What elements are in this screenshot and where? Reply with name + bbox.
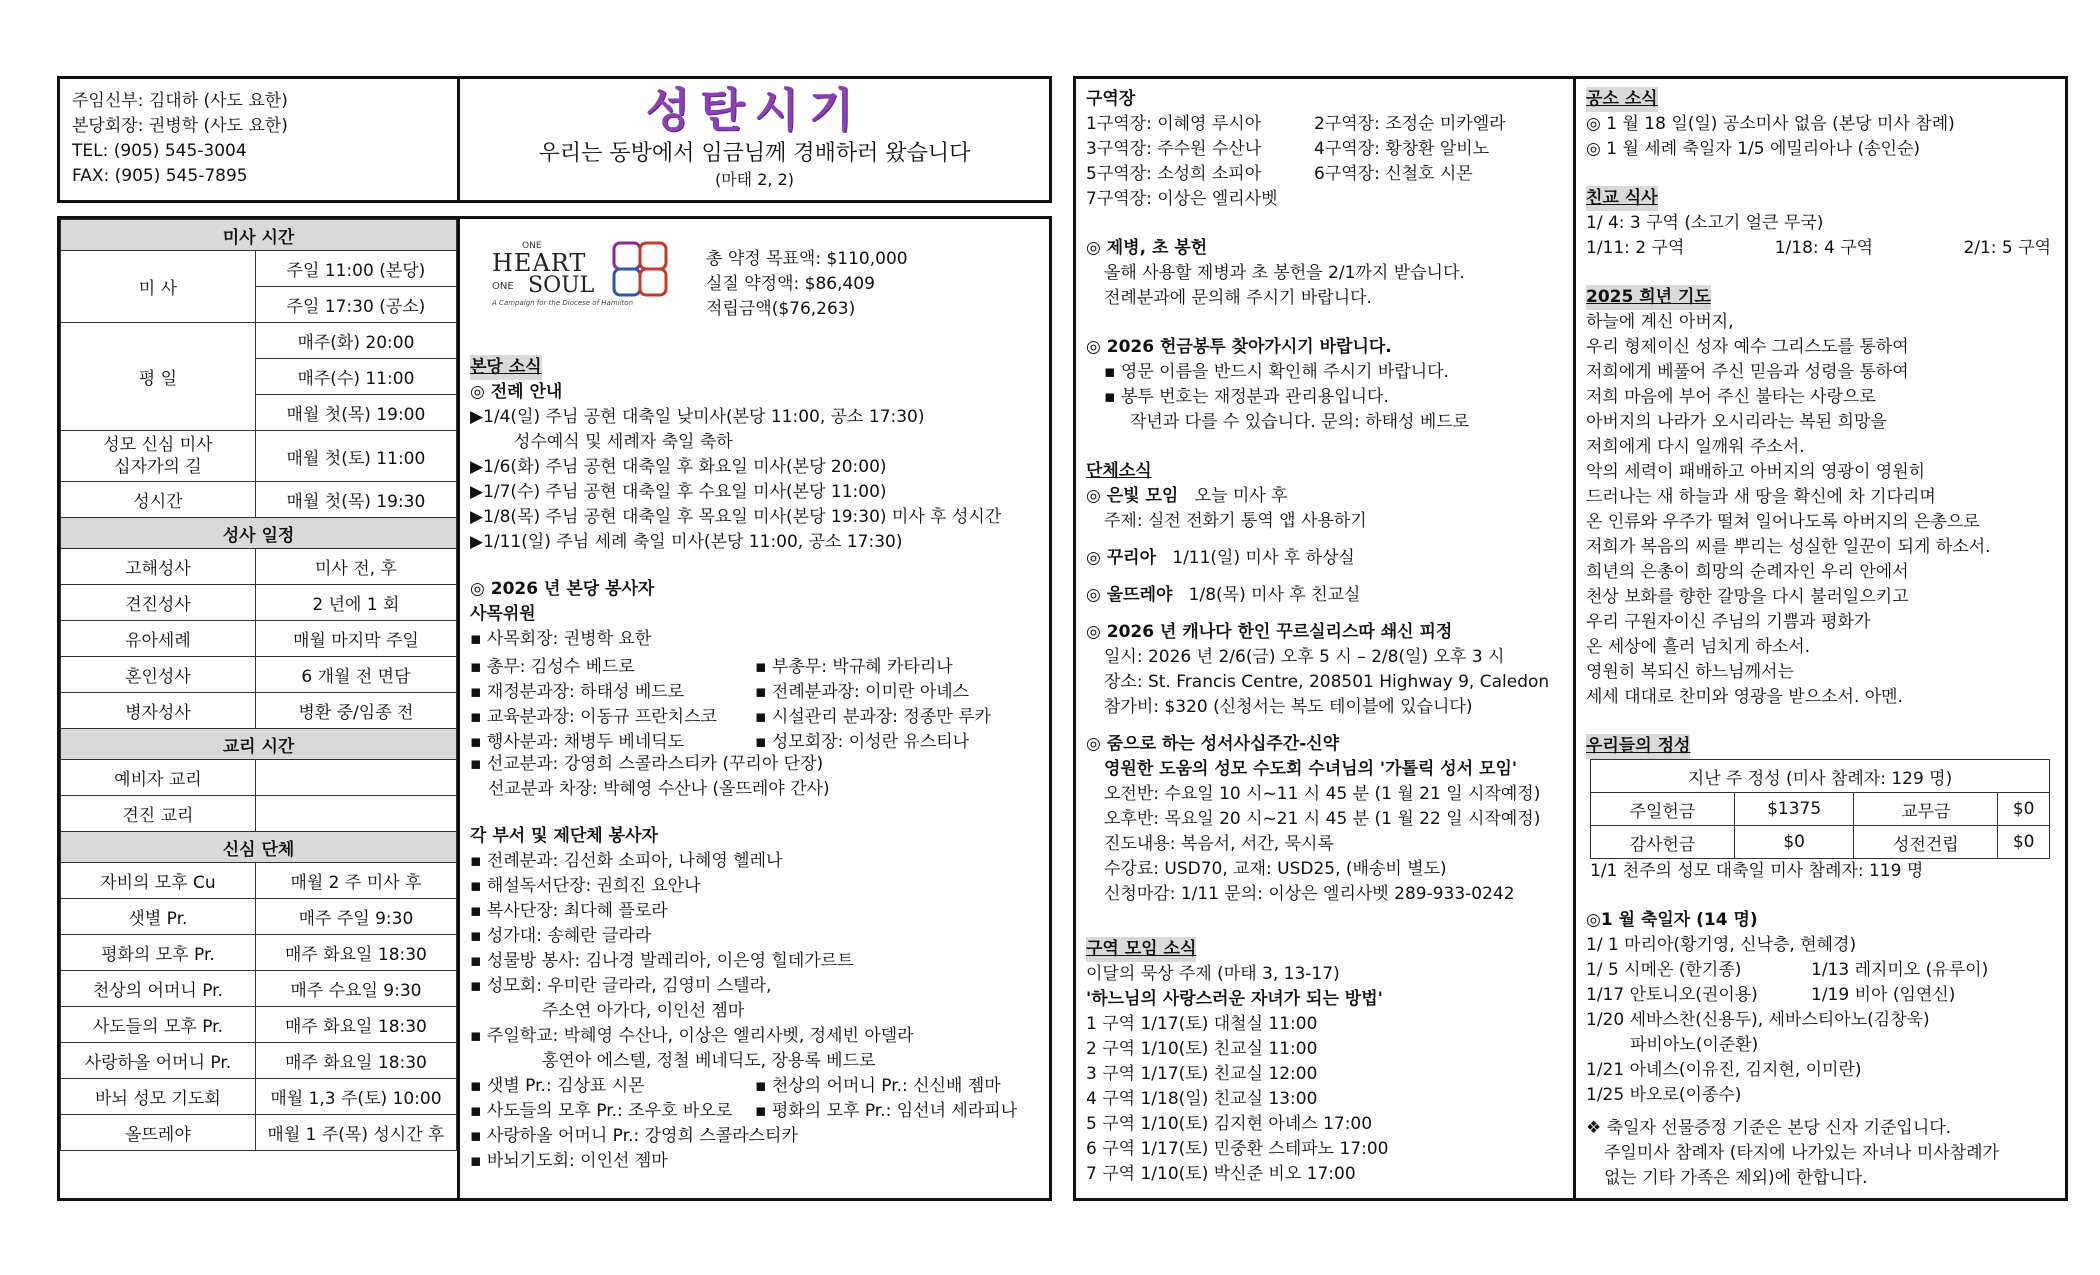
bible-line: 신청마감: 1/11 문의: 이상은 엘리사벳 289-933-0242 <box>1104 884 1515 904</box>
meal-line: 1/ 4: 3 구역 (소고기 얼큰 무국) <box>1586 213 1824 233</box>
group-label: 올뜨레야 <box>61 1115 256 1151</box>
council-heading: 사목위원 <box>470 604 536 624</box>
meal-item: 1/18: 4 구역 <box>1774 238 1874 258</box>
curia-heading: ◎ 꾸리아 <box>1086 548 1157 568</box>
bible-subheading: 영원한 도움의 성모 수도회 수녀님의 '가톨릭 성서 모임' <box>1104 759 1518 779</box>
feast-line: 1/13 레지미오 (유루이) <box>1811 960 1989 980</box>
department-line: ▪ 천상의 어머니 Pr.: 신신배 젬마 <box>755 1076 1001 1096</box>
liturgy-item: ▶1/4(일) 주님 공현 대축일 낮미사(본당 11:00, 공소 17:30) <box>470 407 925 427</box>
campaign-figures <box>706 247 908 322</box>
mission-line: ◎ 1 월 세례 축일자 1/5 에밀리아나 (송인순) <box>1586 139 1921 159</box>
campaign-logo <box>492 239 682 309</box>
council-member: ▪ 선교분과: 강영희 스콜라스티카 (꾸리아 단장) <box>470 754 824 774</box>
marian-mass-time: 매월 첫(토) 11:00 <box>255 431 456 482</box>
volunteers-section <box>470 577 1039 802</box>
prayer-line: 저희에게 베풀어 주신 믿음과 성령을 통하여 <box>1586 362 1909 382</box>
cursillo-line: 일시: 2026 년 2/6(금) 오후 5 시 – 2/8(일) 오후 3 시 <box>1104 647 1505 667</box>
meeting-item: 2 구역 1/10(토) 친교실 11:00 <box>1086 1039 1318 1059</box>
department-row <box>470 1099 1039 1124</box>
candle-line: 전례분과에 문의해 주시기 바랍니다. <box>1104 288 1372 308</box>
sacrament-value: 매월 마지막 주일 <box>255 621 456 657</box>
offering-heading: 우리들의 정성 <box>1586 734 1690 759</box>
prayer-line: 천상 보화를 향한 갈망을 다시 불러일으키고 <box>1586 587 1909 607</box>
silver-topic: 주제: 실전 전화기 통역 앱 사용하기 <box>1104 511 1367 531</box>
council-member: 선교분과 차장: 박혜영 수산나 (올뜨레야 간사) <box>488 779 830 799</box>
meeting-item: 6 구역 1/17(토) 민중환 스테파노 17:00 <box>1086 1139 1389 1159</box>
groups-header: 신심 단체 <box>61 832 457 863</box>
mission-heading: 공소 소식 <box>1586 87 1658 112</box>
meeting-item: 5 구역 1/10(토) 김지현 아녜스 17:00 <box>1086 1114 1373 1134</box>
weekday-mass-time-3: 매월 첫(목) 19:00 <box>255 395 456 431</box>
curia-when: 1/11(일) 미사 후 하상실 <box>1172 548 1355 568</box>
district-leader: 5구역장: 소성희 소피아 <box>1086 164 1262 184</box>
department-line: ▪ 평화의 모후 Pr.: 임선녀 세라피나 <box>755 1101 1018 1121</box>
meeting-item: 3 구역 1/17(토) 친교실 12:00 <box>1086 1064 1318 1084</box>
prayer-line: 희년의 은총이 희망의 순례자인 우리 안에서 <box>1586 562 1909 582</box>
logo-one: ONE <box>492 281 514 292</box>
department-line: 홍연아 에스텔, 정철 베네딕도, 장용록 베드로 <box>542 1051 876 1071</box>
prayer-line: 우리 구원자이신 주님의 기쁨과 평화가 <box>1586 612 1871 632</box>
liturgy-heading: ◎ 전례 안내 <box>470 382 563 402</box>
offering-title: 지난 주 정성 (미사 참례자: 129 명) <box>1591 760 2050 793</box>
candle-line: 올해 사용할 제병과 초 봉헌을 2/1까지 받습니다. <box>1104 263 1465 283</box>
season-title: 성탄시기 <box>645 83 864 137</box>
catechism-label: 예비자 교리 <box>61 760 256 796</box>
group-value: 매주 화요일 18:30 <box>255 1043 456 1079</box>
council-member: ▪ 재정분과장: 하태성 베드로 <box>470 682 685 702</box>
group-value: 매주 수요일 9:30 <box>255 971 456 1007</box>
prayer-line: 온 세상에 흘러 넘치게 하소서. <box>1586 637 1811 657</box>
district-row <box>1086 137 1563 162</box>
parish-news-section <box>470 355 1039 555</box>
offering-cell: 감사헌금 <box>1591 826 1735 859</box>
logo-soul: SOUL <box>528 273 595 298</box>
prayer-line: 아버지의 나라가 오시리라는 복된 희망을 <box>1586 412 1887 432</box>
department-row <box>470 1074 1039 1099</box>
meal-item: 2/1: 5 구역 <box>1963 238 2051 258</box>
liturgy-item: ▶1/8(목) 주님 공현 대축일 후 목요일 미사(본당 19:30) 미사 후 성시간 <box>470 507 1002 527</box>
offering-cell: $0 <box>1734 826 1854 859</box>
sacrament-label: 고해성사 <box>61 549 256 585</box>
group-value: 매월 1,3 주(토) 10:00 <box>255 1079 456 1115</box>
meeting-theme: 이달의 묵상 주제 (마태 3, 13-17) <box>1086 964 1340 984</box>
sacrament-value: 6 개월 전 면담 <box>255 657 456 693</box>
curia-meeting <box>1086 546 1563 571</box>
prayer-line: 온 인류와 우주가 떨쳐 일어나도록 아버지의 은총으로 <box>1586 512 1980 532</box>
prayer-line: 영원히 복되신 하느님께서는 <box>1586 662 1794 682</box>
meal-item: 1/11: 2 구역 <box>1586 238 1685 258</box>
prayer-line: 악의 세력이 패배하고 아버지의 영광이 영원히 <box>1586 462 1926 482</box>
ultreya-heading: ◎ 울뜨레야 <box>1086 585 1173 605</box>
department-line: ▪ 사랑하올 어머니 Pr.: 강영희 스콜라스티카 <box>470 1126 798 1146</box>
schedule-table <box>60 219 457 1151</box>
group-label: 샛별 Pr. <box>61 899 256 935</box>
council-row <box>470 652 1039 677</box>
sacrament-label: 병자성사 <box>61 693 256 729</box>
silver-meeting <box>1086 484 1563 509</box>
prayer-line: 세세 대대로 찬미와 영광을 받으소서. 아멘. <box>1586 687 1904 707</box>
group-value: 매월 1 주(목) 성시간 후 <box>255 1115 456 1151</box>
logo-heart: HEART <box>492 249 587 277</box>
prayer-line: 하늘에 계신 아버지, <box>1586 312 1734 332</box>
marian-mass-label-2: 십자가의 길 <box>114 457 202 477</box>
department-line: ▪ 복사단장: 최다혜 플로라 <box>470 901 668 921</box>
bible-line: 오후반: 목요일 20 시~21 시 45 분 (1 월 22 일 시작예정) <box>1104 809 1541 829</box>
department-line: ▪ 바뇌기도회: 이인선 젬마 <box>470 1151 668 1171</box>
envelope-line: 작년과 다를 수 있습니다. 문의: 하태성 베드로 <box>1130 412 1470 432</box>
catechism-label: 견진 교리 <box>61 796 256 832</box>
offering-section <box>1586 734 2055 884</box>
holy-hour-time: 매월 첫(목) 19:30 <box>255 482 456 518</box>
mass-times-header: 미사 시간 <box>61 220 457 251</box>
feast-line: 1/25 바오로(이종수) <box>1586 1085 1742 1105</box>
departments-heading: 각 부서 및 제단체 봉사자 <box>470 826 658 846</box>
bible-line: 오전반: 수요일 10 시~11 시 45 분 (1 월 21 일 시작예정) <box>1104 784 1541 804</box>
district-leader: 1구역장: 이혜영 루시아 <box>1086 114 1262 134</box>
meeting-item: 1 구역 1/17(토) 대철실 11:00 <box>1086 1014 1318 1034</box>
sunday-mass-time-1: 주일 11:00 (본당) <box>255 251 456 287</box>
group-value: 매주 주일 9:30 <box>255 899 456 935</box>
mission-line: ◎ 1 월 18 일(일) 공소미사 없음 (본당 미사 참례) <box>1586 114 1955 134</box>
liturgy-item: 성수예식 및 세례자 축일 축하 <box>514 432 733 452</box>
feast-line: 1/21 아녜스(이유진, 김지현, 이미란) <box>1586 1060 1862 1080</box>
feast-line: 1/ 5 시메온 (한기종) <box>1586 960 1742 980</box>
sunday-mass-time-2: 주일 17:30 (공소) <box>255 287 456 323</box>
bible-line: 진도내용: 복음서, 서간, 묵시록 <box>1104 834 1334 854</box>
group-label: 평화의 모후 Pr. <box>61 935 256 971</box>
bible-heading: ◎ 줌으로 하는 성서사십주간-신약 <box>1086 734 1340 754</box>
meal-row <box>1586 236 2055 261</box>
group-news-heading: 단체소식 <box>1086 461 1152 481</box>
meeting-item: 4 구역 1/18(일) 친교실 13:00 <box>1086 1089 1318 1109</box>
contact-block <box>60 79 460 200</box>
envelope-line: ▪ 영문 이름을 반드시 확인해 주시기 바랍니다. <box>1104 362 1449 382</box>
department-line: ▪ 전례분과: 김선화 소피아, 나혜영 헬레나 <box>470 851 783 871</box>
district-leader: 3구역장: 주수원 수산나 <box>1086 139 1262 159</box>
council-member: ▪ 행사분과: 채병두 베네딕도 <box>470 732 685 752</box>
department-line: ▪ 성가대: 송혜란 글라라 <box>470 926 652 946</box>
sacrament-value: 2 년에 1 회 <box>255 585 456 621</box>
weekday-mass-time-1: 매주(화) 20:00 <box>255 323 456 359</box>
feast-line: 1/19 비아 (임연신) <box>1811 985 1956 1005</box>
prayer-line: 저희가 복음의 씨를 뿌리는 성실한 일꾼이 되게 하소서. <box>1586 537 1991 557</box>
sunday-mass-label: 미 사 <box>61 251 256 323</box>
liturgy-item: ▶1/11(일) 주님 세례 축일 미사(본당 11:00, 공소 17:30) <box>470 532 903 552</box>
prayer-section <box>1586 285 2055 710</box>
group-label: 바뇌 성모 기도회 <box>61 1079 256 1115</box>
offering-cell: $0 <box>1998 793 2050 826</box>
department-line: 주소연 아가다, 이인선 젬마 <box>542 1001 745 1021</box>
feast-line: 1/ 1 마리아(황기영, 신낙층, 현혜경) <box>1586 935 1857 955</box>
logo-subtitle: A Campaign for the Diocese of Hamilton <box>492 299 634 307</box>
catechism-header: 교리 시간 <box>61 729 457 760</box>
council-member: ▪ 총무: 김성수 베드로 <box>470 657 635 677</box>
telephone: TEL: (905) 545-3004 <box>72 141 247 161</box>
council-member: ▪ 부총무: 박규혜 카타리나 <box>755 657 953 677</box>
district-leader: 4구역장: 황창환 알비노 <box>1314 139 1490 159</box>
sacrament-value: 미사 전, 후 <box>255 549 456 585</box>
group-label: 사도들의 모후 Pr. <box>61 1007 256 1043</box>
feast-line: 1/20 세바스찬(신용두), 세바스티아노(김창욱) <box>1586 1010 1930 1030</box>
weekday-mass-time-2: 매주(수) 11:00 <box>255 359 456 395</box>
department-line: ▪ 주일학교: 박혜영 수산나, 이상은 엘리사벳, 정세빈 아델라 <box>470 1026 914 1046</box>
parish-chair: 본당회장: 권병학 (사도 요한) <box>72 116 288 136</box>
cursillo-heading: ◎ 2026 년 캐나다 한인 꾸르실리스따 쇄신 피정 <box>1086 622 1453 642</box>
meeting-title: '하느님의 사랑스러운 자녀가 되는 방법' <box>1086 989 1383 1009</box>
header-box <box>57 76 1052 203</box>
district-row <box>1086 112 1563 137</box>
council-member: ▪ 전례분과장: 이미란 아녜스 <box>755 682 970 702</box>
district-leader: 6구역장: 신철호 시몬 <box>1314 164 1473 184</box>
department-line: ▪ 성물방 봉사: 김나경 발레리아, 이은영 힐데가르트 <box>470 951 854 971</box>
feast-line: 1/17 안토니오(권이용) <box>1586 985 1758 1005</box>
marian-mass-label <box>61 431 256 482</box>
bible-line: 수강료: USD70, 교재: USD25, (배송비 별도) <box>1104 859 1447 879</box>
catechism-value <box>255 796 456 832</box>
sacrament-label: 견진성사 <box>61 585 256 621</box>
sacrament-value: 병환 중/임종 전 <box>255 693 456 729</box>
district-meeting-section <box>1086 937 1563 1187</box>
department-line: ▪ 사도들의 모후 Pr.: 조우호 바오로 <box>470 1101 733 1121</box>
meal-section <box>1586 186 2055 261</box>
feast-line: 파비아노(이준환) <box>1630 1035 1759 1055</box>
group-label: 사랑하올 어머니 Pr. <box>61 1043 256 1079</box>
silver-when: 오늘 미사 후 <box>1194 486 1288 506</box>
council-member: ▪ 교육분과장: 이동규 프란치스코 <box>470 707 717 727</box>
fax: FAX: (905) 545-7895 <box>72 166 248 186</box>
feast-section <box>1586 908 2055 1191</box>
prayer-line: 드러나는 새 하늘과 새 땅을 확신에 차 기다리며 <box>1586 487 1936 507</box>
district-row <box>1086 162 1563 187</box>
offering-note: 1/1 천주의 성모 대축일 미사 참례자: 119 명 <box>1590 861 1924 881</box>
liturgy-item: ▶1/7(수) 주님 공현 대축일 후 수요일 미사(본당 11:00) <box>470 482 887 502</box>
cursillo-line: 장소: St. Francis Centre, 208501 Highway 9, Caledon <box>1104 672 1550 692</box>
season-block <box>460 79 1049 200</box>
feast-note: ❖ 축일자 선물증정 기준은 본당 신자 기준입니다. <box>1586 1118 1952 1138</box>
prayer-line: 저희 마음에 부어 주신 불타는 사랑으로 <box>1586 387 1876 407</box>
council-row <box>470 702 1039 727</box>
sacrament-label: 혼인성사 <box>61 657 256 693</box>
ultreya-when: 1/8(목) 미사 후 친교실 <box>1188 585 1361 605</box>
district-meeting-heading: 구역 모임 소식 <box>1086 937 1196 962</box>
offering-cell: $0 <box>1998 826 2050 859</box>
envelope-line: ▪ 봉투 번호는 재정분과 관리용입니다. <box>1104 387 1389 407</box>
group-news-section <box>1086 459 1563 907</box>
sacrament-label: 유아세례 <box>61 621 256 657</box>
campaign-collected: 적립금액($76,263) <box>706 299 856 319</box>
group-value: 매월 2 주 미사 후 <box>255 863 456 899</box>
district-leader: 7구역장: 이상은 엘리사벳 <box>1086 189 1278 209</box>
prayer-line: 저희에게 다시 일깨워 주소서. <box>1586 437 1805 457</box>
feast-heading: ◎1 월 축일자 (14 명) <box>1586 910 1758 930</box>
offering-cell: 주일헌금 <box>1591 793 1735 826</box>
schedule-column <box>60 219 460 1198</box>
feast-row <box>1586 983 2055 1008</box>
department-line: ▪ 성모회: 우미란 글라라, 김영미 스텔라, <box>470 976 772 996</box>
meal-heading: 친교 식사 <box>1586 186 1658 211</box>
feast-note: 주일미사 참례자 (타지에 나가있는 자녀나 미사참례가 <box>1604 1143 1999 1163</box>
envelope-section <box>1086 335 1563 435</box>
ultreya-meeting <box>1086 583 1563 608</box>
offering-cell: $1375 <box>1734 793 1854 826</box>
council-row <box>470 727 1039 752</box>
campaign-block <box>470 227 1039 339</box>
verse-ref: (마태 2, 2) <box>714 170 794 189</box>
campaign-goal: 총 약정 목표액: $110,000 <box>706 249 908 269</box>
departments-section <box>470 824 1039 1174</box>
parish-news-heading: 본당 소식 <box>470 355 542 380</box>
right-column <box>1576 79 2065 1198</box>
middle-column <box>1076 79 1576 1198</box>
offering-table <box>1590 759 2050 859</box>
liturgy-item: ▶1/6(화) 주님 공현 대축일 후 화요일 미사(본당 20:00) <box>470 457 887 477</box>
parish-news-column <box>460 219 1049 1198</box>
envelope-heading: ◎ 2026 헌금봉투 찾아가시기 바랍니다. <box>1086 337 1392 357</box>
catechism-value <box>255 760 456 796</box>
district-heading: 구역장 <box>1086 89 1136 109</box>
holy-hour-label: 성시간 <box>61 482 256 518</box>
prayer-line: 우리 형제이신 성자 예수 그리스도를 통하여 <box>1586 337 1909 357</box>
group-value: 매주 화요일 18:30 <box>255 935 456 971</box>
marian-mass-label-1: 성모 신심 미사 <box>103 435 213 455</box>
pastor: 주임신부: 김대하 (사도 요한) <box>72 91 288 111</box>
council-member: ▪ 성모회장: 이성란 유스티나 <box>755 732 970 752</box>
weekday-mass-label: 평 일 <box>61 323 256 431</box>
department-line: ▪ 해설독서단장: 권희진 요안나 <box>470 876 701 896</box>
volunteers-heading: ◎ 2026 년 본당 봉사자 <box>470 579 655 599</box>
verse: 우리는 동방에서 임금님께 경배하러 왔습니다 <box>538 141 971 166</box>
feast-note: 없는 기타 가족은 제외)에 한합니다. <box>1604 1168 1868 1188</box>
feast-row <box>1586 958 2055 983</box>
group-label: 천상의 어머니 Pr. <box>61 971 256 1007</box>
cursillo-line: 참가비: $320 (신청서는 복도 테이블에 있습니다) <box>1104 697 1473 717</box>
district-leader: 2구역장: 조정순 미카엘라 <box>1314 114 1506 134</box>
logo-one-top: ONE <box>522 241 542 251</box>
group-label: 자비의 모후 Cu <box>61 863 256 899</box>
sacrament-header: 성사 일정 <box>61 518 457 549</box>
candle-section <box>1086 236 1563 311</box>
department-line: ▪ 샛별 Pr.: 김상표 시몬 <box>470 1076 645 1096</box>
council-row <box>470 677 1039 702</box>
silver-heading: ◎ 은빛 모임 <box>1086 486 1179 506</box>
right-main-box <box>1073 76 2068 1201</box>
candle-heading: ◎ 제병, 초 봉헌 <box>1086 238 1208 258</box>
campaign-pledged: 실질 약정액: $86,409 <box>706 274 875 294</box>
prayer-heading: 2025 희년 기도 <box>1586 285 1711 310</box>
left-main-box <box>57 216 1052 1201</box>
council-member: ▪ 사목회장: 권병학 요한 <box>470 629 652 649</box>
meeting-item: 7 구역 1/10(토) 박신준 비오 17:00 <box>1086 1164 1356 1184</box>
offering-cell: 교무금 <box>1854 793 1998 826</box>
group-value: 매주 화요일 18:30 <box>255 1007 456 1043</box>
offering-cell: 성전건립 <box>1854 826 1998 859</box>
council-member: ▪ 시설관리 분과장: 정종만 루카 <box>755 707 991 727</box>
